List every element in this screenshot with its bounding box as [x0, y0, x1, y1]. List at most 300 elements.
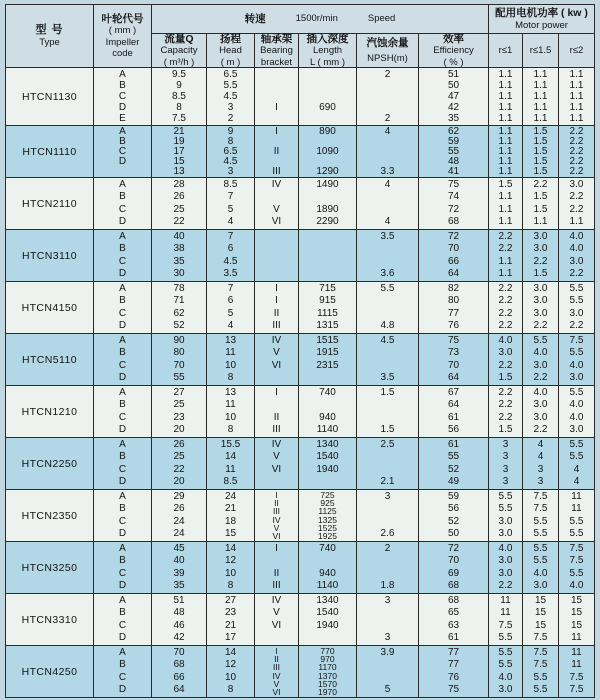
bearing-bracket-value: I [275, 646, 278, 656]
power-r15-value: 7.5 [533, 503, 548, 515]
capacity-value: 52 [173, 319, 185, 331]
impeller-code-cell [93, 230, 151, 281]
head-value: 13 [224, 335, 237, 347]
power-r1-value: 7.5 [498, 619, 513, 631]
power-r2-value: 5.5 [569, 515, 584, 527]
header-motor-en: Motor power [515, 19, 568, 31]
capacity-value: 62 [173, 307, 185, 319]
npsh-value: 4.5 [380, 335, 395, 347]
power-r1-cell [488, 542, 522, 593]
power-r1-value: 11 [500, 595, 511, 607]
bearing-bracket-value: VI [271, 215, 282, 227]
head-value: 6 [227, 295, 234, 307]
power-r15-value: 5.5 [533, 683, 548, 695]
power-r15-value: 3.0 [533, 295, 548, 307]
power-r2-cell [558, 68, 594, 125]
power-r15-value: 5.5 [533, 543, 548, 555]
impeller-code-value: B [119, 295, 126, 307]
capacity-value: 48 [173, 607, 185, 619]
power-r2-value: 5.5 [569, 347, 584, 359]
power-r15-cell [522, 646, 558, 697]
efficiency-value: 70 [447, 359, 460, 371]
pump-spec-table [5, 4, 595, 698]
power-r15-value: 3.0 [533, 283, 548, 295]
head-value: 11 [225, 399, 236, 411]
power-r2-value: 5.5 [569, 387, 584, 399]
efficiency-value: 77 [447, 659, 460, 671]
power-r2-cell [558, 178, 594, 229]
bearing-bracket-value: IV [271, 595, 282, 607]
power-r15-value: 1.1 [533, 90, 548, 102]
pump-type-label: HTCN1110 [22, 145, 77, 158]
power-r2-value: 7.5 [569, 683, 584, 695]
power-r15-value: 1.5 [533, 146, 548, 157]
insert-length-cell [298, 126, 356, 177]
capacity-value: 25 [173, 399, 185, 411]
head-value: 9 [227, 126, 234, 137]
head-value: 4 [227, 319, 234, 331]
head-value: 5.5 [223, 79, 238, 91]
head-value: 24 [224, 491, 237, 503]
npsh-value: 4 [384, 179, 391, 191]
impeller-code-value: A [119, 387, 126, 399]
power-r2-value: 11 [571, 631, 582, 643]
impeller-code-value: D [118, 423, 127, 435]
efficiency-value: 75 [447, 335, 460, 347]
capacity-cell [151, 646, 206, 697]
header-motor-cn: 配用电机功率 ( kw ) [495, 7, 588, 20]
pump-type-label: HTCN2250 [21, 457, 78, 470]
power-r2-value: 4.0 [569, 243, 584, 255]
power-r2-value: 4.0 [569, 411, 584, 423]
capacity-value: 51 [173, 595, 185, 607]
capacity-value: 27 [173, 387, 185, 399]
header-col-head: 扬程 Head ( m ) [206, 34, 254, 67]
npsh-value: 2.6 [380, 527, 395, 539]
header-col-r2: r≤2 [558, 34, 594, 67]
capacity-value: 40 [173, 231, 185, 243]
efficiency-value: 64 [447, 399, 460, 411]
efficiency-cell [418, 334, 488, 385]
impeller-code-value: D [118, 267, 127, 279]
insert-length-value: 1570 [318, 678, 337, 689]
bearing-bracket-value: I [275, 283, 278, 295]
bearing-bracket-value: III [272, 166, 281, 177]
insert-length-value: 1540 [316, 607, 339, 619]
capacity-value: 9.5 [172, 68, 186, 80]
capacity-value: 22 [173, 215, 185, 227]
bearing-bracket-value: I [275, 126, 278, 137]
head-cell [206, 68, 254, 125]
bearing-bracket-value: VI [271, 619, 282, 631]
head-cell [206, 386, 254, 437]
power-r15-value: 1.5 [533, 203, 548, 215]
efficiency-value: 70 [447, 555, 460, 567]
bearing-bracket-cell [254, 230, 298, 281]
power-r2-value: 2.2 [569, 191, 584, 203]
impeller-code-value: D [118, 156, 127, 167]
impeller-code-value: A [119, 647, 126, 659]
capacity-value: 7.5 [172, 112, 186, 124]
power-r2-value: 1.1 [569, 101, 584, 113]
head-value: 12 [224, 659, 237, 671]
efficiency-cell [418, 68, 488, 125]
efficiency-value: 48 [447, 156, 460, 167]
power-r1-value: 5.5 [498, 631, 513, 643]
bearing-bracket-cell [254, 282, 298, 333]
power-r1-value: 4.0 [498, 335, 513, 347]
insert-length-value: 915 [319, 295, 336, 307]
head-cell [206, 646, 254, 697]
table-body [6, 68, 594, 697]
impeller-code-cell [93, 68, 151, 125]
insert-length-value: 715 [319, 283, 336, 295]
header-col-capacity: 流量Q Capacity ( m³/h ) [151, 34, 206, 67]
pump-row-htcn3310 [6, 593, 594, 645]
capacity-value: 71 [173, 295, 185, 307]
impeller-code-value: C [118, 255, 127, 267]
npsh-value: 1.5 [380, 387, 395, 399]
impeller-code-value: C [118, 567, 127, 579]
pump-row-htcn4150 [6, 281, 594, 333]
insert-length-value: 1525 [318, 522, 337, 533]
power-r2-value: 4 [573, 463, 580, 475]
power-r2-value: 7.5 [569, 555, 584, 567]
efficiency-value: 49 [447, 475, 460, 487]
power-r1-value: 5.5 [498, 503, 513, 515]
power-r1-value: 4.0 [498, 671, 513, 683]
bearing-bracket-cell [254, 178, 298, 229]
power-r2-cell [558, 282, 594, 333]
power-r2-value: 2.2 [569, 203, 584, 215]
header-impeller-cn: 叶轮代号 [101, 13, 144, 25]
pump-type-label: HTCN4150 [21, 301, 78, 314]
bearing-bracket-cell [254, 490, 298, 541]
impeller-code-value: C [118, 307, 127, 319]
impeller-code-value: C [118, 203, 127, 215]
power-r1-cell [488, 282, 522, 333]
power-r15-value: 5.5 [533, 555, 548, 567]
head-value: 5 [227, 203, 234, 215]
head-value: 6 [227, 243, 234, 255]
power-r15-value: 3.0 [533, 411, 548, 423]
power-r2-value: 7.5 [569, 335, 584, 347]
head-value: 12 [224, 555, 237, 567]
head-cell [206, 282, 254, 333]
power-r2-value: 3.0 [569, 423, 584, 435]
power-r1-value: 3.0 [498, 515, 513, 527]
efficiency-value: 50 [447, 79, 460, 91]
head-value: 27 [224, 595, 237, 607]
power-r2-value: 5.5 [569, 451, 584, 463]
head-value: 10 [224, 671, 237, 683]
power-r15-value: 3 [537, 475, 544, 487]
capacity-value: 19 [173, 136, 185, 147]
impeller-code-value: D [118, 101, 127, 113]
insert-length-value: 1140 [316, 423, 339, 435]
power-r15-value: 2.2 [533, 371, 548, 383]
power-r15-value: 3.0 [533, 359, 548, 371]
bearing-bracket-value: II [273, 146, 280, 157]
power-r1-value: 1.1 [498, 166, 513, 177]
efficiency-value: 76 [447, 319, 460, 331]
impeller-code-cell [93, 126, 151, 177]
capacity-value: 90 [173, 335, 185, 347]
power-r15-value: 5.5 [533, 515, 548, 527]
npsh-value: 2 [384, 68, 391, 80]
insert-length-value: 1915 [316, 347, 339, 359]
pump-type-label: HTCN5110 [22, 353, 77, 366]
power-r15-value: 2.2 [533, 319, 548, 331]
npsh-value: 4 [384, 215, 391, 227]
bearing-bracket-value: II [274, 654, 279, 665]
pump-row-htcn1210 [6, 385, 594, 437]
npsh-value: 2.1 [380, 475, 395, 487]
power-r1-cell [488, 334, 522, 385]
bearing-bracket-value: III [272, 579, 281, 591]
head-value: 14 [224, 451, 237, 463]
power-r1-value: 1.1 [498, 191, 513, 203]
power-r2-value: 3.0 [569, 179, 584, 191]
power-r1-value: 1.1 [498, 126, 513, 137]
power-r15-value: 1.5 [533, 267, 548, 279]
power-r15-value: 3.0 [533, 307, 548, 319]
power-r15-value: 4 [537, 439, 544, 451]
bearing-bracket-cell [254, 594, 298, 645]
efficiency-value: 80 [447, 295, 460, 307]
head-value: 6.5 [223, 68, 238, 80]
power-r1-cell [488, 68, 522, 125]
bearing-bracket-value: I [275, 543, 278, 555]
impeller-code-value: A [119, 68, 126, 80]
capacity-cell [151, 126, 206, 177]
capacity-value: 40 [173, 555, 185, 567]
insert-length-value: 1115 [317, 307, 338, 319]
insert-length-value: 940 [319, 567, 336, 579]
bearing-bracket-value: III [272, 319, 281, 331]
efficiency-value: 82 [447, 283, 460, 295]
insert-length-cell [298, 490, 356, 541]
power-r15-value: 7.5 [533, 631, 548, 643]
npsh-value: 2.5 [380, 439, 395, 451]
power-r1-value: 1.1 [498, 136, 513, 147]
capacity-value: 35 [173, 579, 185, 591]
power-r15-value: 15 [534, 607, 547, 619]
power-r2-value: 2.2 [569, 146, 584, 157]
head-cell [206, 490, 254, 541]
capacity-value: 25 [173, 203, 185, 215]
bearing-bracket-value: VI [272, 530, 281, 541]
power-r1-value: 5.5 [498, 491, 513, 503]
bearing-bracket-cell [254, 438, 298, 489]
insert-length-cell [298, 230, 356, 281]
bearing-bracket-value: IV [272, 670, 281, 681]
power-r15-value: 1.5 [533, 126, 548, 137]
npsh-cell [356, 490, 418, 541]
power-r2-value: 2.2 [569, 136, 584, 147]
power-r15-cell [522, 126, 558, 177]
efficiency-cell [418, 438, 488, 489]
impeller-code-value: B [119, 191, 126, 203]
power-r1-value: 1.1 [498, 203, 513, 215]
capacity-value: 64 [173, 683, 185, 695]
impeller-code-value: A [119, 595, 126, 607]
power-r2-cell [558, 230, 594, 281]
capacity-value: 29 [173, 491, 185, 503]
power-r15-value: 7.5 [533, 491, 548, 503]
power-r15-value: 1.1 [533, 68, 548, 80]
npsh-cell [356, 646, 418, 697]
header-col-r15: r≤1.5 [522, 34, 558, 67]
header-type [6, 5, 93, 67]
impeller-code-cell [93, 282, 151, 333]
insert-length-value: 2315 [316, 359, 339, 371]
power-r1-value: 1.1 [498, 112, 513, 124]
bearing-bracket-cell [254, 68, 298, 125]
power-r2-value: 1.1 [569, 112, 584, 124]
power-r1-value: 11 [500, 607, 511, 619]
power-r1-value: 1.1 [498, 79, 513, 91]
bearing-bracket-value: V [273, 347, 280, 359]
power-r2-cell [558, 646, 594, 697]
power-r15-value: 1.1 [533, 215, 548, 227]
power-r15-cell [522, 68, 558, 125]
efficiency-value: 61 [447, 411, 460, 423]
power-r15-value: 3.0 [533, 399, 548, 411]
efficiency-value: 42 [447, 101, 460, 113]
capacity-value: 39 [173, 567, 185, 579]
capacity-value: 78 [173, 283, 185, 295]
power-r1-cell [488, 490, 522, 541]
head-value: 11 [225, 347, 236, 359]
head-value: 3.5 [223, 267, 238, 279]
insert-length-value: 890 [319, 126, 336, 137]
power-r1-cell [488, 126, 522, 177]
pump-type-label: HTCN1130 [22, 90, 77, 103]
power-r2-value: 2.2 [569, 166, 584, 177]
head-value: 6.5 [223, 146, 238, 157]
insert-length-value: 925 [320, 498, 335, 509]
npsh-cell [356, 282, 418, 333]
insert-length-value: 1340 [316, 595, 339, 607]
efficiency-cell [418, 386, 488, 437]
head-value: 10 [224, 411, 237, 423]
power-r1-value: 3.0 [498, 527, 513, 539]
npsh-cell [356, 334, 418, 385]
bearing-bracket-cell [254, 646, 298, 697]
efficiency-value: 77 [447, 647, 460, 659]
power-r1-value: 5.5 [498, 659, 513, 671]
power-r2-value: 5.5 [569, 295, 584, 307]
capacity-value: 38 [173, 243, 185, 255]
power-r15-value: 7.5 [533, 647, 548, 659]
power-r1-value: 2.2 [498, 295, 513, 307]
efficiency-value: 64 [447, 371, 460, 383]
power-r2-value: 11 [571, 503, 582, 515]
pump-type-label: HTCN2110 [22, 197, 77, 210]
power-r2-value: 1.1 [569, 90, 584, 102]
capacity-value: 20 [173, 423, 185, 435]
head-value: 4.5 [223, 255, 238, 267]
power-r1-cell [488, 646, 522, 697]
power-r1-value: 1.5 [498, 423, 513, 435]
impeller-code-value: B [119, 79, 126, 91]
bearing-bracket-value: I [275, 101, 278, 113]
capacity-cell [151, 386, 206, 437]
head-cell [206, 438, 254, 489]
power-r2-value: 3.0 [569, 307, 584, 319]
power-r2-value: 5.5 [569, 567, 584, 579]
impeller-code-value: B [119, 555, 126, 567]
header-speed-en: Speed [367, 13, 396, 25]
power-r15-cell [522, 386, 558, 437]
npsh-value: 2 [384, 112, 391, 124]
capacity-value: 8 [176, 101, 182, 113]
head-value: 17 [224, 631, 237, 643]
capacity-value: 17 [173, 146, 185, 157]
power-r15-cell [522, 282, 558, 333]
head-value: 8.5 [223, 179, 238, 191]
bearing-bracket-value: VI [272, 686, 281, 697]
efficiency-value: 50 [447, 527, 460, 539]
capacity-value: 26 [173, 439, 185, 451]
impeller-code-value: A [119, 283, 126, 295]
power-r1-value: 1.5 [498, 179, 513, 191]
head-value: 5 [227, 307, 234, 319]
head-value: 7 [227, 231, 234, 243]
head-value: 15.5 [220, 439, 241, 451]
efficiency-value: 52 [447, 463, 460, 475]
pump-type-label: HTCN4250 [21, 665, 78, 678]
insert-length-cell [298, 594, 356, 645]
capacity-value: 35 [173, 255, 185, 267]
insert-length-cell [298, 438, 356, 489]
capacity-value: 21 [173, 126, 185, 137]
npsh-value: 3.6 [380, 267, 395, 279]
power-r2-value: 2.2 [569, 126, 584, 137]
npsh-value: 3.5 [380, 231, 395, 243]
power-r2-value: 11 [571, 647, 582, 659]
power-r2-value: 1.1 [569, 68, 584, 80]
impeller-code-value: D [118, 527, 127, 539]
power-r1-value: 2.2 [498, 411, 513, 423]
insert-length-value: 1370 [318, 670, 337, 681]
power-r2-value: 7.5 [569, 543, 584, 555]
power-r2-value: 4 [573, 475, 580, 487]
power-r1-cell [488, 230, 522, 281]
efficiency-cell [418, 282, 488, 333]
power-r15-value: 2.2 [533, 179, 548, 191]
npsh-value: 3 [384, 631, 391, 643]
capacity-value: 70 [173, 647, 185, 659]
power-r2-value: 15 [570, 607, 583, 619]
efficiency-value: 76 [447, 671, 460, 683]
capacity-cell [151, 334, 206, 385]
power-r1-value: 3.0 [498, 683, 513, 695]
head-cell [206, 230, 254, 281]
impeller-code-value: D [118, 215, 127, 227]
efficiency-value: 51 [447, 68, 460, 80]
power-r2-value: 4.0 [569, 579, 584, 591]
insert-length-value: 1325 [318, 514, 337, 525]
power-r1-value: 4.0 [498, 543, 513, 555]
bearing-bracket-value: V [273, 678, 280, 689]
bearing-bracket-value: II [273, 411, 280, 423]
impeller-code-value: A [119, 126, 126, 137]
impeller-code-value: C [118, 90, 127, 102]
header-speed-value: 1500r/min [295, 13, 338, 25]
efficiency-value: 68 [447, 215, 460, 227]
